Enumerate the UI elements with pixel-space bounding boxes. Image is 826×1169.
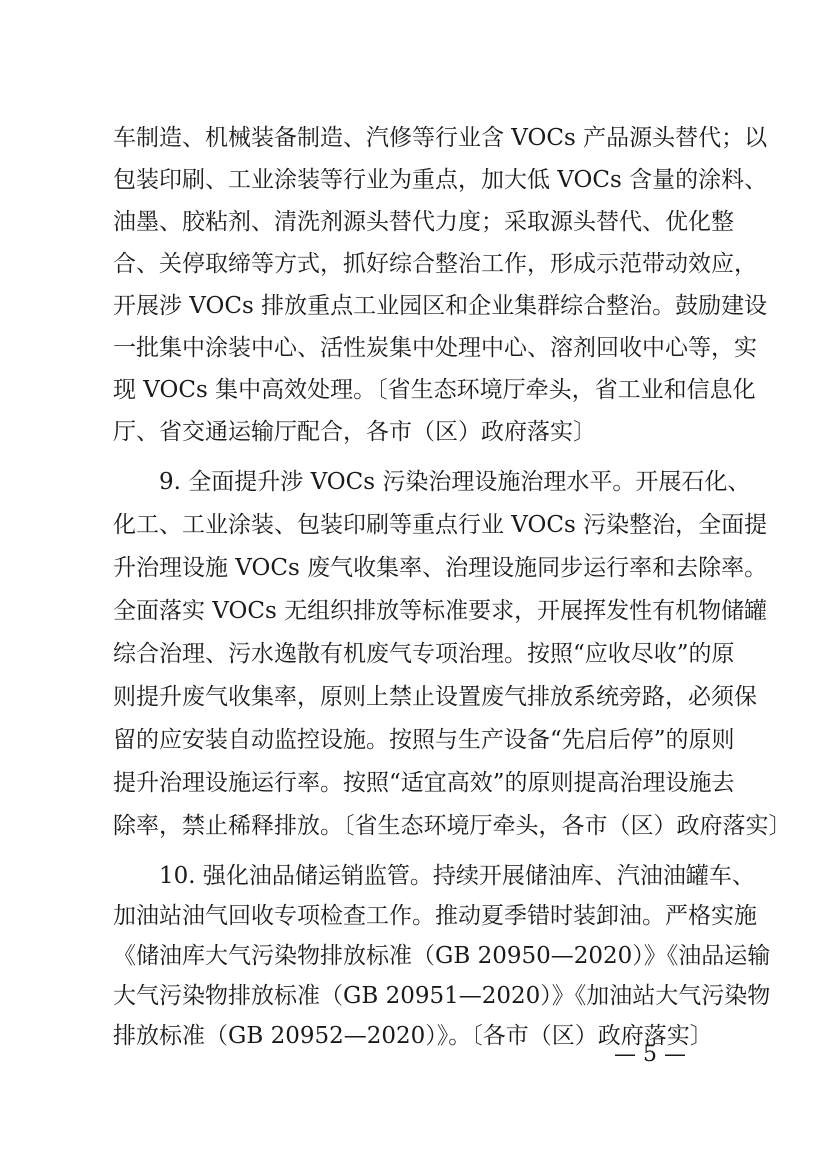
text-line: 一批集中涂装中心、活性炭集中处理中心、溶剂回收中心等，实	[113, 335, 757, 361]
text-line: 全面落实 VOCs 无组织排放等标准要求，开展挥发性有机物储罐	[113, 598, 768, 624]
text-line: 留的应安装自动监控设施。按照与生产设备“先启后停”的原则	[113, 727, 735, 753]
item-10-heading-line: 10. 强化油品储运销监管。持续开展储油库、汽油油罐车、	[159, 863, 755, 889]
text-line: 现 VOCs 集中高效处理。〔省生态环境厅牵头，省工业和信息化	[113, 377, 756, 403]
text-line: 开展涉 VOCs 排放重点工业园区和企业集群综合整治。鼓励建设	[113, 293, 768, 319]
item-9-heading-line: 9. 全面提升涉 VOCs 污染治理设施治理水平。开展石化、	[159, 469, 751, 495]
text-line: 除率，禁止稀释排放。〔省生态环境厅牵头，各市（区）政府落实〕	[113, 813, 792, 839]
text-line: 排放标准（GB 20952—2020）》。〔各市（区）政府落实〕	[113, 1023, 713, 1049]
text-line: 车制造、机械装备制造、汽修等行业含 VOCs 产品源头替代；以	[113, 125, 768, 151]
text-line: 加油站油气回收专项检查工作。推动夏季错时装卸油。严格实施	[113, 903, 757, 929]
page-number: — 5 —	[614, 1042, 686, 1067]
text-line: 《储油库大气污染物排放标准（GB 20950—2020）》《油品运输	[113, 943, 771, 969]
text-line: 则提升废气收集率，原则上禁止设置废气排放系统旁路，必须保	[113, 684, 757, 710]
text-line: 大气污染物排放标准（GB 20951—2020）》《加油站大气污染物	[113, 983, 771, 1009]
text-line: 化工、工业涂装、包装印刷等重点行业 VOCs 污染整治，全面提	[113, 512, 768, 538]
text-line: 升治理设施 VOCs 废气收集率、治理设施同步运行率和去除率。	[113, 555, 768, 581]
text-line: 综合治理、污水逸散有机废气专项治理。按照“应收尽收”的原	[113, 641, 735, 667]
text-line: 提升治理设施运行率。按照“适宜高效”的原则提高治理设施去	[113, 770, 735, 796]
text-line: 厅、省交通运输厅配合，各市（区）政府落实〕	[113, 419, 596, 445]
text-line: 包装印刷、工业涂装等行业为重点，加大低 VOCs 含量的涂料、	[113, 167, 768, 193]
text-line: 合、关停取缔等方式，抓好综合整治工作，形成示范带动效应，	[113, 251, 757, 277]
text-line: 油墨、胶粘剂、清洗剂源头替代力度；采取源头替代、优化整	[113, 209, 734, 235]
